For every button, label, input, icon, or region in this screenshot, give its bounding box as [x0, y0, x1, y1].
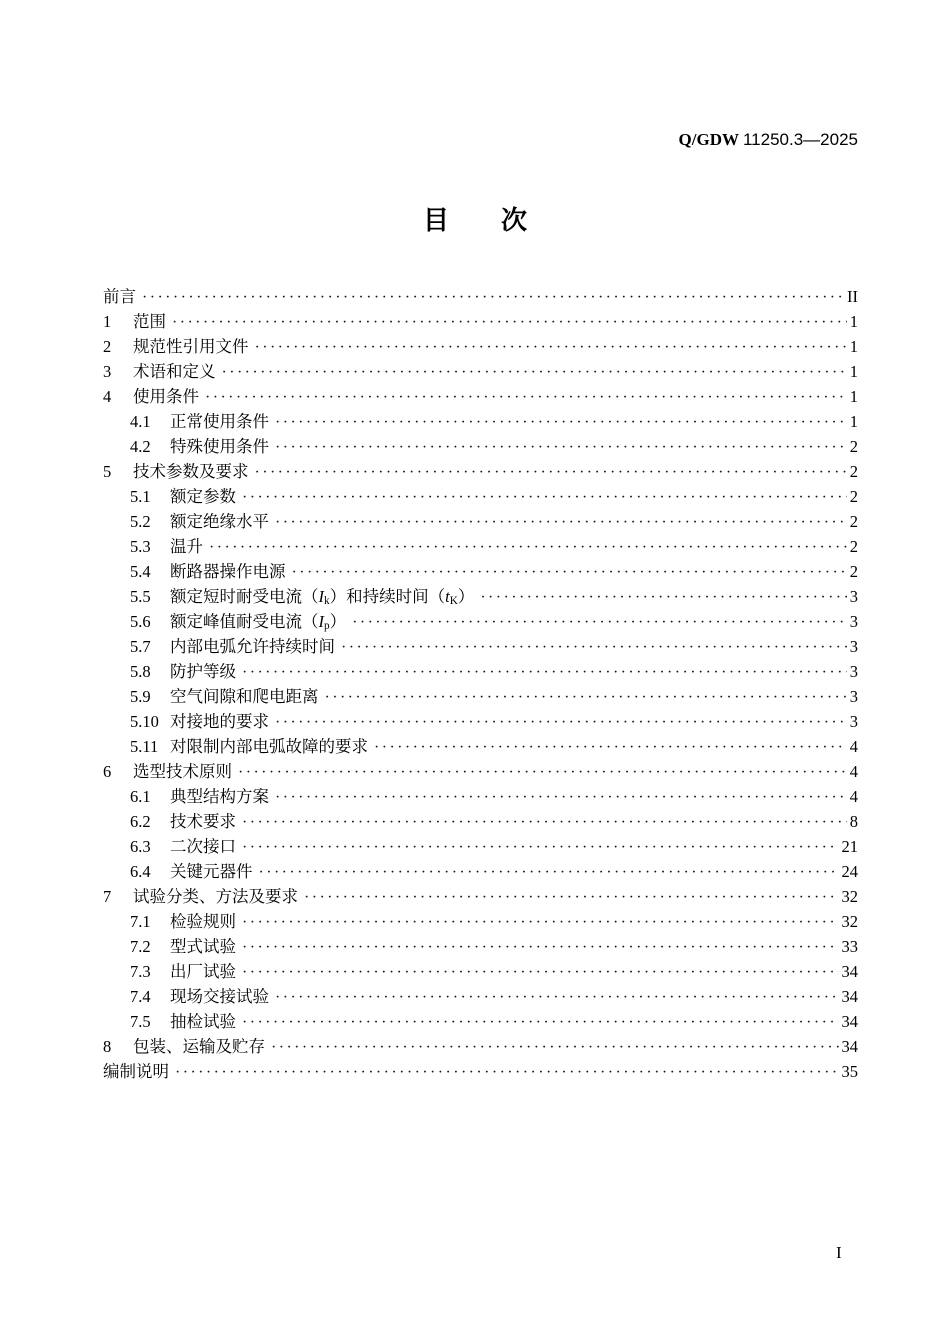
toc-entry-number: 5.10 — [130, 712, 159, 731]
dot-leader — [242, 934, 839, 959]
toc-entry-page: 2 — [849, 437, 858, 456]
toc-entry-page: 2 — [849, 462, 858, 481]
toc-entry-label: 内部电弧允许持续时间 — [170, 637, 335, 656]
toc-entry-label: 额定绝缘水平 — [170, 512, 269, 531]
toc-entry — [103, 609, 858, 634]
toc-entry — [103, 834, 858, 859]
toc-entry — [103, 884, 858, 909]
toc-entry-page: 34 — [841, 1012, 858, 1031]
toc-entry — [103, 559, 858, 584]
toc-entry — [103, 784, 858, 809]
dot-leader — [175, 1059, 839, 1084]
toc-entry — [103, 484, 858, 509]
dot-leader — [292, 559, 847, 584]
dot-leader — [275, 409, 847, 434]
toc-entry-number: 5.11 — [130, 737, 159, 756]
toc-entry-page: 21 — [841, 837, 858, 856]
toc-entry-number: 1 — [103, 312, 112, 331]
toc-entry-number: 5.5 — [130, 587, 151, 606]
toc-entry-label: 额定参数 — [170, 487, 236, 506]
toc-entry — [103, 409, 858, 434]
toc-entry-number: 5.4 — [130, 562, 151, 581]
toc-entry-number: 7.5 — [130, 1012, 151, 1031]
toc-entry-number: 6.3 — [130, 837, 151, 856]
toc-entry-page: 34 — [841, 962, 858, 981]
toc-entry-label: 现场交接试验 — [170, 987, 269, 1006]
toc-entry-number: 5.8 — [130, 662, 151, 681]
toc-entry — [103, 734, 858, 759]
toc-entry-number: 5.6 — [130, 612, 151, 631]
toc-entry-number: 2 — [103, 337, 112, 356]
toc-entry-page: 1 — [849, 362, 858, 381]
toc-entry-page: 4 — [849, 762, 858, 781]
toc-entry — [103, 659, 858, 684]
toc-entry-page: 3 — [849, 687, 858, 706]
toc-entry-label: 防护等级 — [170, 662, 236, 681]
toc-entry-number: 8 — [103, 1037, 112, 1056]
toc-entry — [103, 284, 858, 309]
toc-entry-number: 4 — [103, 387, 112, 406]
toc-entry — [103, 759, 858, 784]
toc-entry-number: 5.9 — [130, 687, 151, 706]
toc-entry-label: 检验规则 — [170, 912, 236, 931]
dot-leader — [242, 1009, 839, 1034]
toc-entry — [103, 684, 858, 709]
doc-code-prefix: Q/GDW — [678, 130, 739, 149]
dot-leader — [480, 584, 846, 609]
toc-entry-page: 32 — [841, 912, 858, 931]
toc-entry — [103, 584, 858, 609]
dot-leader — [325, 684, 847, 709]
toc-entry-label: 二次接口 — [170, 837, 236, 856]
toc-entry — [103, 934, 858, 959]
toc-entry-label: 使用条件 — [133, 387, 199, 406]
toc-entry-label: 断路器操作电源 — [170, 562, 286, 581]
toc-entry-number: 5.1 — [130, 487, 151, 506]
doc-code-number: 11250.3—2025 — [742, 130, 858, 149]
toc-entry — [103, 334, 858, 359]
toc-entry-page: 3 — [849, 637, 858, 656]
dot-leader — [271, 1034, 839, 1059]
toc-entry-label: 技术参数及要求 — [133, 462, 249, 481]
toc-entry-number: 6.1 — [130, 787, 151, 806]
toc-entry — [103, 859, 858, 884]
toc-entry — [103, 1034, 858, 1059]
toc-entry-page: 2 — [849, 512, 858, 531]
dot-leader — [242, 959, 839, 984]
toc-entry-number: 5.7 — [130, 637, 151, 656]
toc-list — [103, 284, 858, 1084]
toc-entry-label: 额定峰值耐受电流（Ip） — [170, 612, 347, 633]
toc-entry-page: 24 — [841, 862, 858, 881]
toc-entry-page: 1 — [849, 387, 858, 406]
toc-entry — [103, 359, 858, 384]
toc-entry-number: 5.2 — [130, 512, 151, 531]
dot-leader — [275, 984, 839, 1009]
toc-entry-page: 35 — [841, 1062, 858, 1081]
dot-leader — [275, 434, 847, 459]
toc-entry-label: 温升 — [170, 537, 203, 556]
toc-entry-page: 1 — [849, 337, 858, 356]
dot-leader — [374, 734, 847, 759]
toc-entry-label: 正常使用条件 — [170, 412, 269, 431]
toc-entry-number: 5.3 — [130, 537, 151, 556]
toc-entry — [103, 309, 858, 334]
toc-entry-page: 2 — [849, 487, 858, 506]
toc-entry-number: 4.1 — [130, 412, 151, 431]
toc-entry-label: 空气间隙和爬电距离 — [170, 687, 319, 706]
toc-entry-label: 包装、运输及贮存 — [133, 1037, 265, 1056]
toc-entry — [103, 709, 858, 734]
dot-leader — [242, 809, 847, 834]
toc-entry-label: 选型技术原则 — [133, 762, 232, 781]
toc-entry-page: 34 — [841, 987, 858, 1006]
toc-entry-page: 2 — [849, 537, 858, 556]
toc-entry-label: 典型结构方案 — [170, 787, 269, 806]
dot-leader — [352, 609, 847, 634]
dot-leader — [242, 484, 847, 509]
toc-entry-page: 4 — [849, 737, 858, 756]
dot-leader — [304, 884, 839, 909]
toc-entry-page: 8 — [849, 812, 858, 831]
toc-entry-label: 关键元器件 — [170, 862, 253, 881]
toc-entry-page: 3 — [849, 587, 858, 606]
toc-entry-label: 对限制内部电弧故障的要求 — [170, 737, 368, 756]
toc-entry-label: 对接地的要求 — [170, 712, 269, 731]
toc-entry — [103, 1059, 858, 1084]
dot-leader — [259, 859, 839, 884]
toc-entry — [103, 534, 858, 559]
toc-entry-page: 2 — [849, 562, 858, 581]
toc-entry-label: 出厂试验 — [170, 962, 236, 981]
toc-entry-label: 试验分类、方法及要求 — [133, 887, 298, 906]
toc-entry-label: 编制说明 — [103, 1062, 169, 1081]
toc-entry-number: 5 — [103, 462, 112, 481]
toc-entry-number: 7.3 — [130, 962, 151, 981]
dot-leader — [142, 284, 844, 309]
toc-entry-page: 34 — [841, 1037, 858, 1056]
dot-leader — [238, 759, 847, 784]
toc-entry — [103, 634, 858, 659]
dot-leader — [242, 834, 839, 859]
dot-leader — [172, 309, 847, 334]
toc-entry — [103, 959, 858, 984]
toc-entry-label: 规范性引用文件 — [133, 337, 249, 356]
toc-entry-page: 32 — [841, 887, 858, 906]
toc-entry-label: 术语和定义 — [133, 362, 216, 381]
toc-entry-number: 7.4 — [130, 987, 151, 1006]
dot-leader — [242, 909, 839, 934]
toc-entry-page: 1 — [849, 312, 858, 331]
toc-entry — [103, 984, 858, 1009]
toc-entry-page: 3 — [849, 662, 858, 681]
toc-entry — [103, 384, 858, 409]
toc-entry-page: 4 — [849, 787, 858, 806]
toc-entry-number: 3 — [103, 362, 112, 381]
dot-leader — [222, 359, 847, 384]
dot-leader — [341, 634, 847, 659]
toc-entry — [103, 1009, 858, 1034]
toc-entry-label: 范围 — [133, 312, 166, 331]
toc-entry — [103, 809, 858, 834]
dot-leader — [209, 534, 847, 559]
toc-entry-number: 7.1 — [130, 912, 151, 931]
toc-entry-label: 特殊使用条件 — [170, 437, 269, 456]
dot-leader — [205, 384, 847, 409]
toc-entry-number: 6.4 — [130, 862, 151, 881]
toc-entry — [103, 459, 858, 484]
dot-leader — [275, 509, 847, 534]
toc-entry-label: 前言 — [103, 287, 136, 306]
dot-leader — [255, 459, 847, 484]
toc-entry-page: 3 — [849, 712, 858, 731]
toc-entry-label: 技术要求 — [170, 812, 236, 831]
toc-entry-label: 额定短时耐受电流（Ik）和持续时间（tK） — [170, 587, 475, 608]
toc-entry-number: 7 — [103, 887, 112, 906]
page-title: 目次 — [422, 206, 579, 235]
toc-entry-page: II — [847, 287, 858, 306]
toc-entry-page: 3 — [849, 612, 858, 631]
doc-code — [679, 130, 858, 150]
toc-entry-page: 33 — [841, 937, 858, 956]
toc-entry-number: 7.2 — [130, 937, 151, 956]
toc-entry-number: 4.2 — [130, 437, 151, 456]
toc-entry-label: 抽检试验 — [170, 1012, 236, 1031]
dot-leader — [255, 334, 847, 359]
toc-entry-number: 6 — [103, 762, 112, 781]
page-number: I — [836, 1243, 842, 1262]
toc-entry-label: 型式试验 — [170, 937, 236, 956]
toc-entry — [103, 509, 858, 534]
toc-entry — [103, 909, 858, 934]
dot-leader — [275, 784, 847, 809]
toc-entry-page: 1 — [849, 412, 858, 431]
toc-entry — [103, 434, 858, 459]
toc-entry-number: 6.2 — [130, 812, 151, 831]
dot-leader — [242, 659, 847, 684]
dot-leader — [275, 709, 847, 734]
